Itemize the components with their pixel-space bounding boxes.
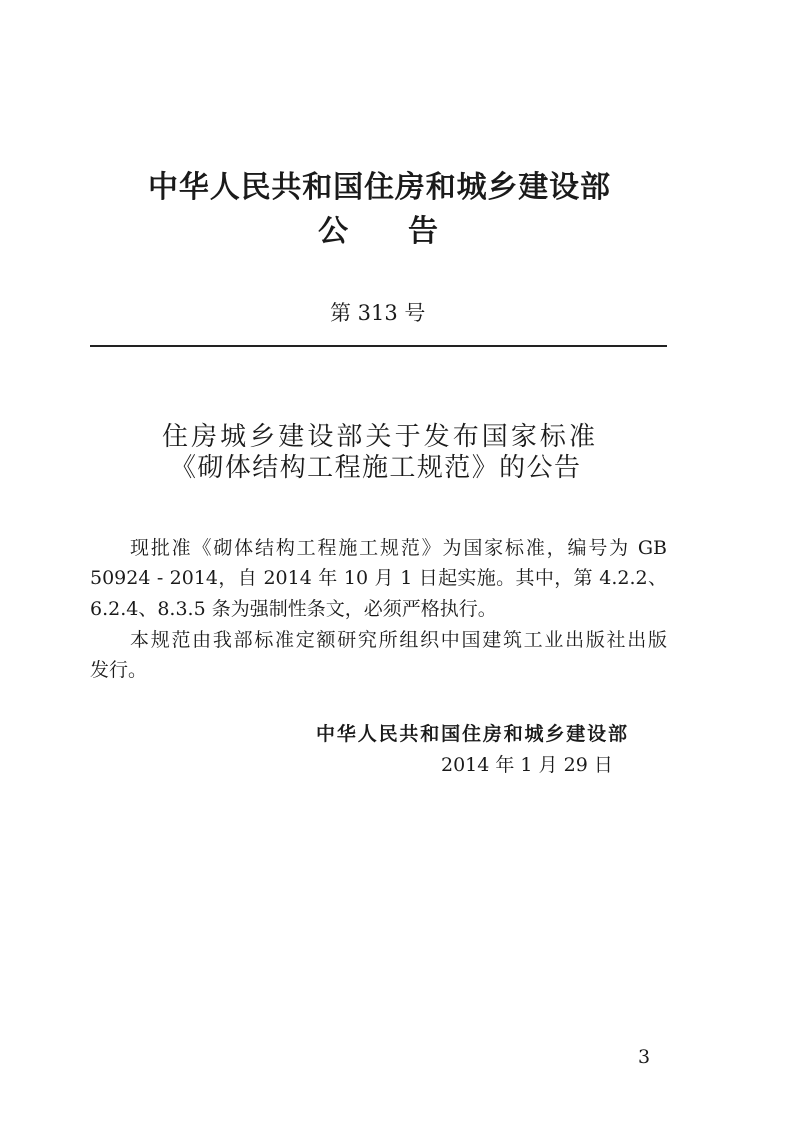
body-line-4: 本规范由我部标准定额研究所组织中国建筑工业出版社出版: [130, 629, 667, 651]
body-line-1: 现批准《砌体结构工程施工规范》为国家标准，编号为 GB: [130, 537, 667, 559]
body-line-2: 50924 - 2014，自 2014 年 10 月 1 日起实施。其中，第 4.2.2、: [90, 567, 667, 589]
issuer-heading: 中华人民共和国住房和城乡建设部: [148, 170, 610, 205]
body-line-3: 6.2.4、8.3.5 条为强制性条文，必须严格执行。: [90, 598, 497, 620]
title-line-1: 住房城乡建设部关于发布国家标准: [162, 422, 595, 452]
announcement-label: 公 告: [318, 214, 438, 249]
body-line-5: 发行。: [90, 659, 148, 681]
title-line-2: 《砌体结构工程施工规范》的公告: [170, 453, 580, 483]
divider-rule: [90, 345, 667, 347]
signature-issuer: 中华人民共和国住房和城乡建设部: [316, 723, 627, 745]
page-number: 3: [638, 1046, 651, 1068]
announcement-number: 第 313 号: [330, 301, 426, 325]
signature-date: 2014 年 1 月 29 日: [441, 754, 613, 776]
